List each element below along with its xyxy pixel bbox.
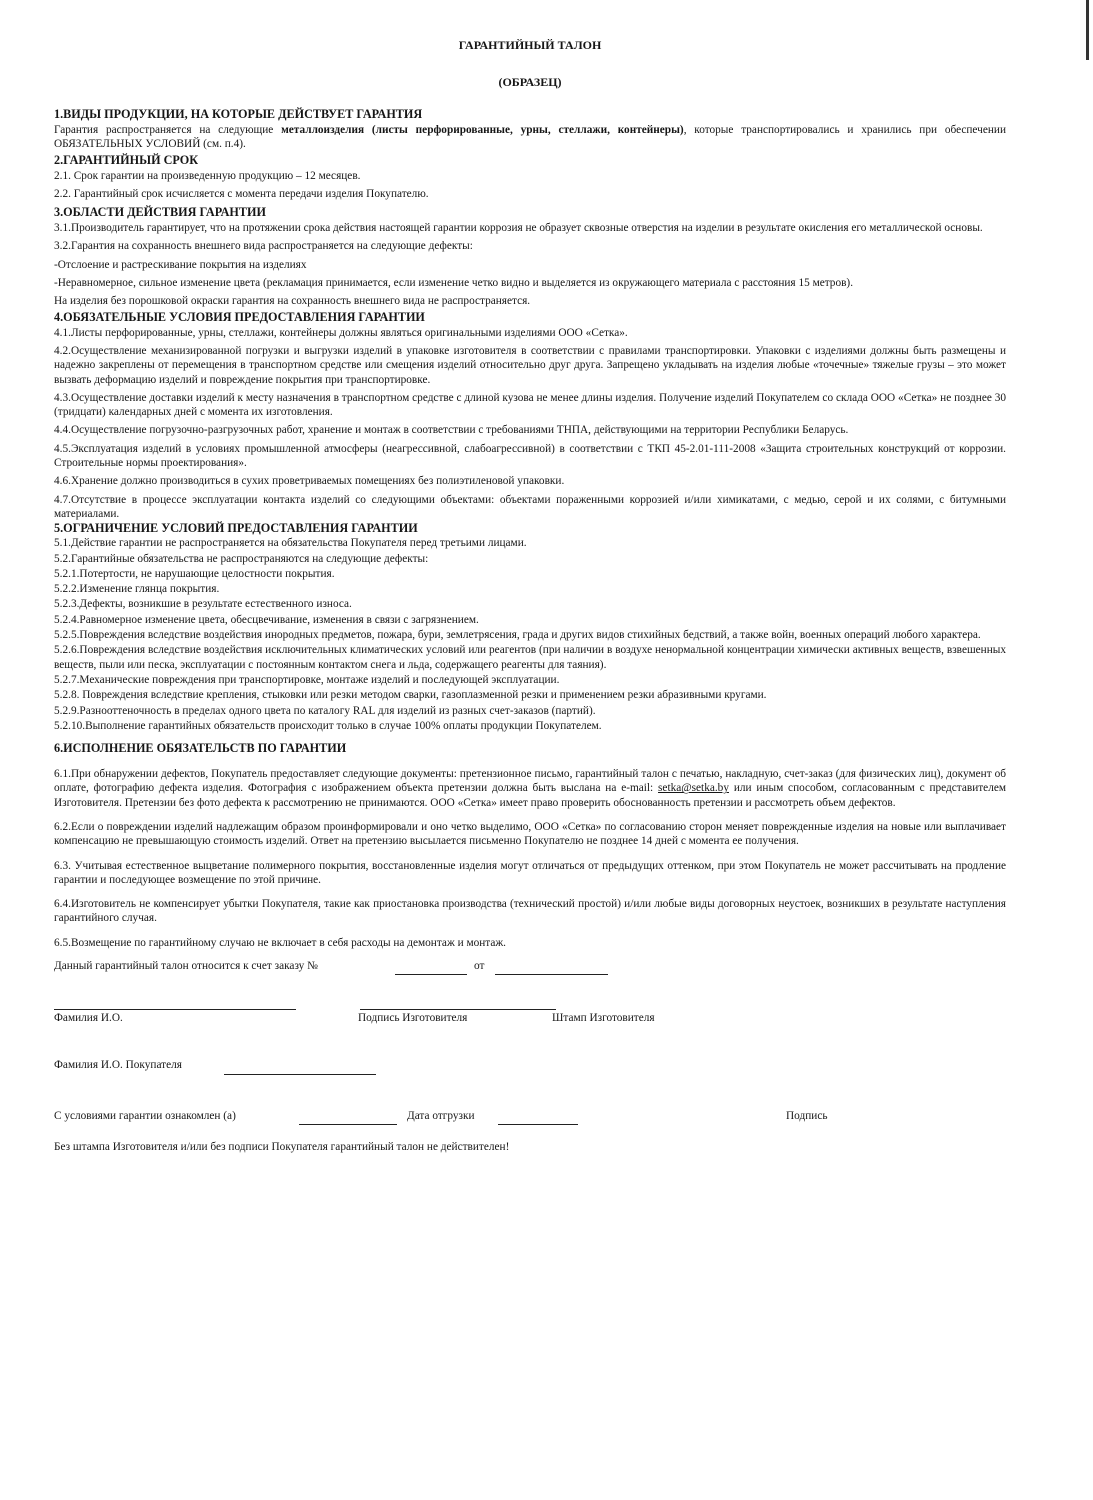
clause-6-1 [54,767,1006,810]
clause-5-2-3: 5.2.3.Дефекты, возникшие в результате естественного износа. [54,598,352,611]
ship-date-label: Дата отгрузки [407,1110,475,1123]
buyer-name-field[interactable] [224,1074,376,1075]
maker-sign-label: Подпись Изготовителя [358,1012,468,1025]
section-1-text-b: , которые транспортировались и хранились при обеспечении ОБЯЗАТЕЛЬНЫХ УСЛОВИЙ (см. п.4). [54,124,1006,151]
document-subtitle: (ОБРАЗЕЦ) [498,75,562,89]
section-4-heading: 4.ОБЯЗАТЕЛЬНЫЕ УСЛОВИЯ ПРЕДОСТАВЛЕНИЯ ГАРАНТИИ [54,309,425,324]
invoice-date-field[interactable] [495,974,608,975]
surname-line[interactable] [54,1009,296,1010]
clause-3-2: 3.2.Гарантия на сохранность внешнего вида распространяется на следующие дефекты: [54,240,473,253]
invoice-label: Данный гарантийный талон относится к счет заказу № [54,960,318,973]
document-title: ГАРАНТИЙНЫЙ ТАЛОН [458,38,602,52]
clause-5-2-4: 5.2.4.Равномерное изменение цвета, обесцвечивание, изменения в связи с загрязнением. [54,613,479,626]
invoice-number-field[interactable] [395,974,467,975]
clause-5-2-9: 5.2.9.Разнооттеночность в пределах одного цвета по каталогу RAL для изделий из разных счет-заказов (партий). [54,704,596,717]
clause-3-note: На изделия без порошковой окраски гарантия на сохранность внешнего вида не распространяется. [54,295,531,308]
clause-6-1-b: или иным способом, согласованным с представителем Изготовителя. Претензии без фото дефекта к рассмотрению не принимаются. ООО «Сетка» имеет право проверить обоснованность претензии и рассмотреть объем дефектов. [54,782,1006,809]
clause-6-3: 6.3. Учитывая естественное выцветание полимерного покрытия, восстановленные изделия могут отличаться от предыдущих оттенком, при этом Покупатель не может рассчитывать на продление гарантии и последующее возмещение по этой причине. [54,859,1006,886]
section-3 [54,205,1006,308]
footer-note: Без штампа Изготовителя и/или без подписи Покупателя гарантийный талон не действителен! [54,1141,510,1154]
warranty-document [54,38,1006,1190]
section-2 [54,153,1006,202]
clause-5-2-5: 5.2.5.Повреждения вследствие воздействия инородных предметов, пожара, бури, землетрясения, града и других видов стихийных бедствий, а также войн, военных операций любого характера. [54,629,981,642]
clause-4-4: 4.4.Осуществление погрузочно-разгрузочных работ, хранение и монтаж в соответствии с требованиями ТНПА, действующими на территории Республики Беларусь. [54,424,849,437]
clause-4-7: 4.7.Отсутствие в процессе эксплуатации контакта изделий со следующими объектами: объектами пораженными коррозией и/или химикатами, с медью, серой и их солями, с битумными материалами. [54,493,1006,520]
signature-form [54,960,1006,1190]
ack-sign-field[interactable] [299,1124,397,1125]
signature-label: Подпись [786,1110,828,1123]
clause-6-5: 6.5.Возмещение по гарантийному случаю не включает в себя расходы на демонтаж и монтаж. [54,936,507,949]
clause-5-2: 5.2.Гарантийные обязательства не распространяются на следующие дефекты: [54,552,429,565]
maker-stamp-label: Штамп Изготовителя [552,1012,655,1025]
email-link[interactable]: setka@setka.by [658,782,729,795]
section-6-heading: 6.ИСПОЛНЕНИЕ ОБЯЗАТЕЛЬСТВ ПО ГАРАНТИИ [54,741,347,756]
clause-4-6: 4.6.Хранение должно производиться в сухих проветриваемых помещениях без полиэтиленовой упаковки. [54,475,565,488]
section-2-heading: 2.ГАРАНТИЙНЫЙ СРОК [54,152,199,167]
clause-3-2-b: -Неравномерное, сильное изменение цвета (рекламация принимается, если изменение четко видно и выделяется из окружающего материала с расстояния 15 метров). [54,277,854,290]
clause-4-2: 4.2.Осуществление механизированной погрузки и выгрузки изделий в упаковке изготовителя в соответствии с правилами транспортировки. Упаковки с изделиями должны быть размещены и надежно закреплены от перемещения в транспортном средстве или смещения изделий относительно друг друга. Запрещено укладывать на изделия любые «точечные» тяжелые грузы – это может вызвать деформацию изделий и повреждение покрытия при транспортировке. [54,344,1006,386]
clause-3-1: 3.1.Производитель гарантирует, что на протяжении срока действия настоящей гарантии коррозия не образует сквозные отверстия на изделии в результате окисления его металлической основы. [54,222,983,235]
surname-label: Фамилия И.О. [54,1012,123,1025]
clause-3-2-a: -Отслоение и растрескивание покрытия на изделиях [54,258,307,271]
clause-5-2-1: 5.2.1.Потертости, не нарушающие целостности покрытия. [54,567,335,580]
section-5 [54,521,1006,733]
section-1-text [54,123,1006,152]
buyer-name-label: Фамилия И.О. Покупателя [54,1059,182,1072]
section-4 [54,310,1006,522]
clause-5-2-7: 5.2.7.Механические повреждения при транспортировке, монтаже изделий и последующей эксплуатации. [54,673,560,686]
clause-5-1: 5.1.Действие гарантии не распространяется на обязательства Покупателя перед третьими лицами. [54,537,527,550]
section-1-text-bold: металлоизделия (листы перфорированные, урны, стеллажи, контейнеры) [281,124,684,136]
invoice-from-label: от [474,960,485,973]
section-5-heading: 5.ОГРАНИЧЕНИЕ УСЛОВИЙ ПРЕДОСТАВЛЕНИЯ ГАРАНТИИ [54,521,418,536]
clause-4-3: 4.3.Осуществление доставки изделий к месту назначения в транспортном средстве с длиной кузова не менее длины изделия. Получение изделий Покупателем со склада ООО «Сетка» не позднее 30 (тридцати) календарных дней с момента их изготовления. [54,391,1006,419]
ship-date-field[interactable] [498,1124,578,1125]
clause-6-1-a: 6.1.При обнаружении дефектов, Покупатель предоставляет следующие документы: претензионное письмо, гарантийный талон с печатью, накладную, счет-заказ (для физических лиц), документ об оплате, фотографию дефекта изделия. Фотография с изображением объекта претензии должна быть выслана на e-mail: [54,768,1006,795]
scan-edge-mark [1086,0,1089,60]
clause-6-2: 6.2.Если о повреждении изделий надлежащим образом проинформировали и оно четко выделимо, ООО «Сетка» по согласованию сторон меняет поврежденные изделия на новые или выплачивает компенсацию не превышающую стоимость изделий. Ответ на претензию высылается письменно Покупателю не позднее 14 дней с момента ее получения. [54,820,1006,848]
section-1-heading: 1.ВИДЫ ПРОДУКЦИИ, НА КОТОРЫЕ ДЕЙСТВУЕТ ГАРАНТИЯ [54,107,423,121]
ack-label: С условиями гарантии ознакомлен (а) [54,1110,236,1123]
clause-4-5: 4.5.Эксплуатация изделий в условиях промышленной атмосферы (неагрессивной, слабоагрессивной) в соответствии с ТКП 45-2.01-111-2008 «Защита строительных конструкций от коррозии. Строительные нормы проектирования». [54,442,1006,470]
clause-5-2-2: 5.2.2.Изменение глянца покрытия. [54,583,220,596]
clause-2-2: 2.2. Гарантийный срок исчисляется с момента передачи изделия Покупателю. [54,187,429,200]
clause-6-4: 6.4.Изготовитель не компенсирует убытки Покупателя, такие как приостановка производства (технический простой) и/или любые виды договорных неустоек, возникших в результате наступления гарантийного случая. [54,898,1006,925]
section-3-heading: 3.ОБЛАСТИ ДЕЙСТВИЯ ГАРАНТИИ [54,205,266,220]
section-6 [54,741,1006,950]
clause-5-2-6: 5.2.6.Повреждения вследствие воздействия исключительных климатических условий или реагентов (при наличии в воздухе ненормальной концентрации химически активных веществ, взвешенных веществ, пыли или песка, эксплуатации с постоянным контактом снега и льда, содержащего реагенты для таяния). [54,644,1006,671]
section-1-text-a: Гарантия распространяется на следующие [54,124,282,136]
clause-2-1: 2.1. Срок гарантии на произведенную продукцию – 12 месяцев. [54,169,361,182]
clause-5-2-8: 5.2.8. Повреждения вследствие крепления, стыковки или резки методом сварки, газоплазменной резки и применением резки абразивными кругами. [54,689,767,702]
clause-4-1: 4.1.Листы перфорированные, урны, стеллажи, контейнеры должны являться оригинальными изделиями ООО «Сетка». [54,326,628,339]
section-1 [54,107,1006,152]
clause-5-2-10: 5.2.10.Выполнение гарантийных обязательств происходит только в случае 100% оплаты продукции Покупателем. [54,719,602,732]
maker-sign-line[interactable] [360,1009,556,1010]
